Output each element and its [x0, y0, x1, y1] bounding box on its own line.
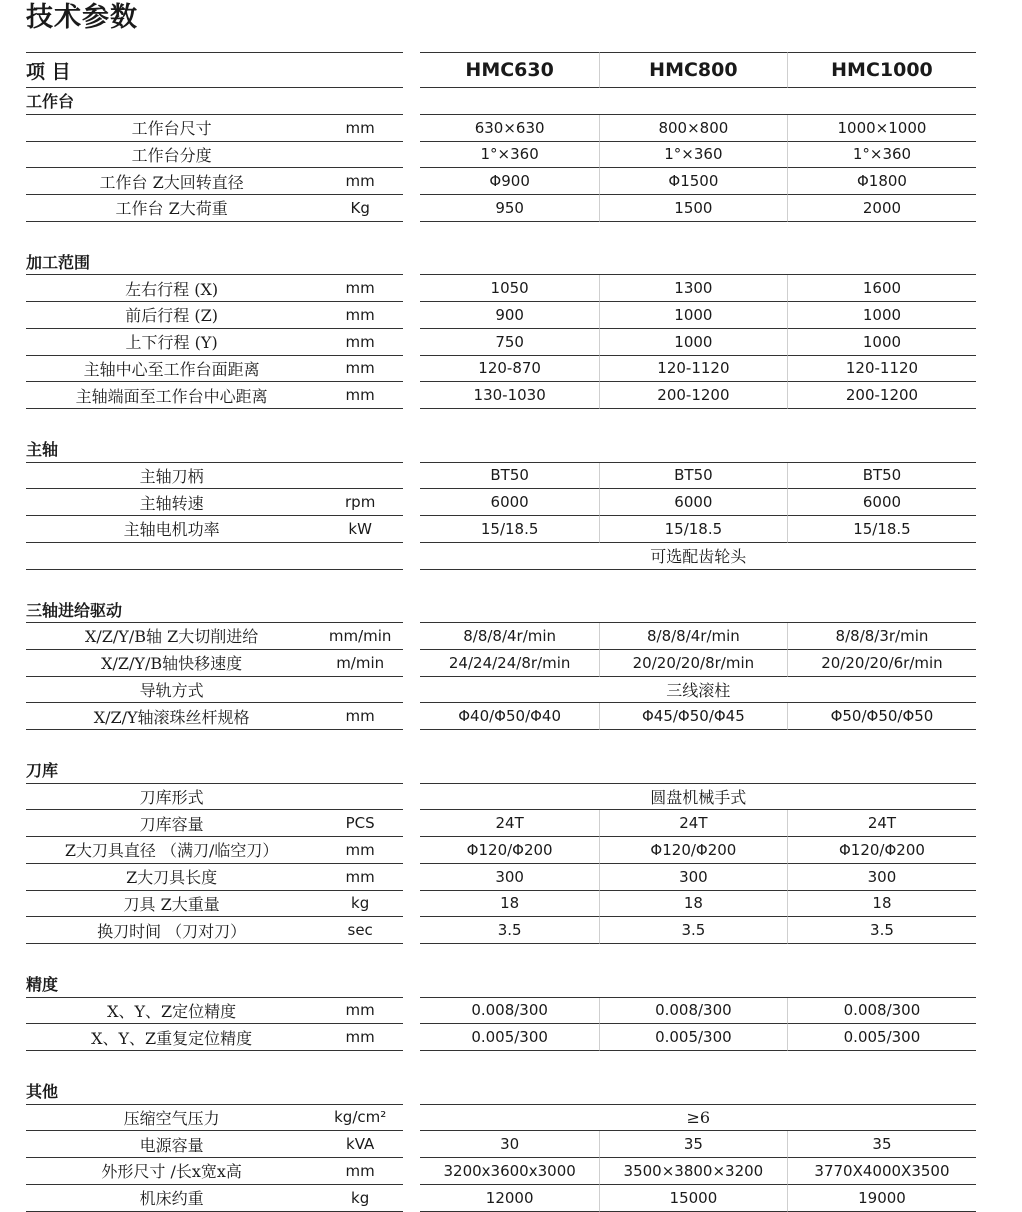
spec-table: [26, 52, 976, 1212]
table-row: [26, 168, 976, 195]
table-row: [26, 1131, 976, 1158]
row-value-hmc800: 120-1120: [599, 356, 787, 383]
row-value-hmc800: 0.005/300: [599, 1024, 787, 1051]
row-value-hmc800: BT50: [599, 463, 787, 490]
section-header-row: [26, 1078, 976, 1105]
table-row: [26, 998, 976, 1025]
row-value-hmc1000: 1000: [787, 302, 976, 329]
section-unit-cell: [317, 757, 403, 784]
table-row: [26, 356, 976, 383]
table-row: [26, 329, 976, 356]
row-label: 换刀时间 （刀对刀）: [26, 917, 317, 944]
section-header-row: [26, 971, 976, 998]
row-value-hmc630: 12000: [420, 1185, 598, 1212]
row-label: 工作台尺寸: [26, 115, 317, 142]
column-gap: [403, 650, 420, 677]
row-unit: mm: [317, 703, 403, 730]
row-unit: [317, 543, 403, 570]
row-value-hmc1000: 8/8/8/3r/min: [787, 623, 976, 650]
section-title: 主轴: [26, 436, 317, 463]
header-item: 项 目: [26, 52, 317, 88]
row-value-hmc1000: 200-1200: [787, 382, 976, 409]
row-label: 工作台 Z大回转直径: [26, 168, 317, 195]
row-unit: kW: [317, 516, 403, 543]
row-value-hmc1000: 35: [787, 1131, 976, 1158]
section-title: 精度: [26, 971, 317, 998]
row-value-hmc800: Φ1500: [599, 168, 787, 195]
row-unit: kg/cm²: [317, 1105, 403, 1132]
table-row: [26, 275, 976, 302]
row-unit: [317, 463, 403, 490]
table-header: [26, 52, 976, 88]
row-unit: Kg: [317, 195, 403, 222]
row-value-hmc800: 15000: [599, 1185, 787, 1212]
row-label: 工作台分度: [26, 142, 317, 169]
row-label: 刀具 Z大重量: [26, 891, 317, 918]
table-row: [26, 650, 976, 677]
row-value-hmc630: 950: [420, 195, 598, 222]
table-row: [26, 489, 976, 516]
table-row: [26, 917, 976, 944]
section-title: 加工范围: [26, 249, 317, 276]
row-unit: kg: [317, 1185, 403, 1212]
column-gap: [403, 1024, 420, 1051]
row-value-hmc630: 3200x3600x3000: [420, 1158, 598, 1185]
row-value-hmc800: 18: [599, 891, 787, 918]
row-value-hmc630: 630×630: [420, 115, 598, 142]
row-unit: mm: [317, 864, 403, 891]
row-value-hmc630: 15/18.5: [420, 516, 598, 543]
row-label: 电源容量: [26, 1131, 317, 1158]
section-spacer: [26, 1051, 976, 1078]
table-row: [26, 891, 976, 918]
row-value-hmc1000: 1000×1000: [787, 115, 976, 142]
row-value-hmc1000: 24T: [787, 810, 976, 837]
row-unit: rpm: [317, 489, 403, 516]
column-gap: [403, 88, 420, 115]
section-header-row: [26, 757, 976, 784]
row-unit: mm: [317, 837, 403, 864]
table-row: [26, 302, 976, 329]
column-gap: [403, 168, 420, 195]
section-header-row: [26, 596, 976, 623]
row-value-hmc800: 0.008/300: [599, 998, 787, 1025]
column-gap: [403, 356, 420, 383]
row-value-hmc1000: 120-1120: [787, 356, 976, 383]
row-value-hmc1000: Φ1800: [787, 168, 976, 195]
row-unit: [317, 677, 403, 704]
row-label: 左右行程 (X): [26, 275, 317, 302]
row-value-hmc630: 300: [420, 864, 598, 891]
row-value-hmc800: 200-1200: [599, 382, 787, 409]
row-value-hmc630: 1°×360: [420, 142, 598, 169]
row-value-hmc1000: Φ120/Φ200: [787, 837, 976, 864]
column-gap: [403, 837, 420, 864]
row-value-hmc630: 30: [420, 1131, 598, 1158]
row-unit: mm: [317, 1158, 403, 1185]
row-value-merged: 圆盘机械手式: [420, 784, 976, 811]
row-value-hmc630: 130-1030: [420, 382, 598, 409]
row-label: 工作台 Z大荷重: [26, 195, 317, 222]
row-label: X、Y、Z定位精度: [26, 998, 317, 1025]
section-header-row: [26, 436, 976, 463]
column-gap: [403, 1158, 420, 1185]
row-label: 压缩空气压力: [26, 1105, 317, 1132]
column-gap: [403, 703, 420, 730]
row-unit: mm: [317, 302, 403, 329]
row-value-hmc630: 24T: [420, 810, 598, 837]
table-row: [26, 463, 976, 490]
section-title: 工作台: [26, 88, 317, 115]
row-value-hmc800: 6000: [599, 489, 787, 516]
row-value-hmc1000: BT50: [787, 463, 976, 490]
row-label: X/Z/Y/B轴快移速度: [26, 650, 317, 677]
row-value-hmc1000: 3770X4000X3500: [787, 1158, 976, 1185]
column-gap: [403, 115, 420, 142]
table-row: [26, 1024, 976, 1051]
section-title: 刀库: [26, 757, 317, 784]
row-label: 刀库形式: [26, 784, 317, 811]
column-gap: [403, 864, 420, 891]
section-title: 其他: [26, 1078, 317, 1105]
row-unit: kVA: [317, 1131, 403, 1158]
column-gap: [403, 971, 420, 998]
section-header-row: [26, 88, 976, 115]
column-gap: [403, 757, 420, 784]
row-label: Z大刀具直径 （满刀/临空刀）: [26, 837, 317, 864]
section-title: 三轴进给驱动: [26, 596, 317, 623]
table-row: [26, 703, 976, 730]
row-value-hmc1000: 1600: [787, 275, 976, 302]
column-gap: [403, 917, 420, 944]
row-unit: mm: [317, 329, 403, 356]
row-value-hmc630: 6000: [420, 489, 598, 516]
column-gap: [403, 1105, 420, 1132]
row-value-hmc630: 8/8/8/4r/min: [420, 623, 598, 650]
row-label: X/Z/Y/B轴 Z大切削进给: [26, 623, 317, 650]
row-value-hmc630: Φ120/Φ200: [420, 837, 598, 864]
table-row: [26, 516, 976, 543]
row-value-hmc800: 3.5: [599, 917, 787, 944]
row-label: Z大刀具长度: [26, 864, 317, 891]
row-label: 主轴刀柄: [26, 463, 317, 490]
column-gap: [403, 463, 420, 490]
row-value-hmc800: 1300: [599, 275, 787, 302]
row-value-hmc800: 24T: [599, 810, 787, 837]
row-value-hmc800: Φ120/Φ200: [599, 837, 787, 864]
row-value-hmc1000: 3.5: [787, 917, 976, 944]
table-row: [26, 784, 976, 811]
row-value-hmc1000: 20/20/20/6r/min: [787, 650, 976, 677]
row-label: 机床约重: [26, 1185, 317, 1212]
row-label: 导轨方式: [26, 677, 317, 704]
section-unit-cell: [317, 249, 403, 276]
row-label: [26, 543, 317, 570]
row-value-hmc1000: 18: [787, 891, 976, 918]
section-value-cell: [420, 757, 976, 784]
row-unit: [317, 784, 403, 811]
row-value-hmc800: 3500×3800×3200: [599, 1158, 787, 1185]
row-value-hmc630: 900: [420, 302, 598, 329]
row-value-hmc800: 300: [599, 864, 787, 891]
table-row: [26, 1185, 976, 1212]
column-gap: [403, 436, 420, 463]
row-value-hmc1000: 19000: [787, 1185, 976, 1212]
row-unit: PCS: [317, 810, 403, 837]
table-row: [26, 142, 976, 169]
section-unit-cell: [317, 1078, 403, 1105]
table-row: [26, 864, 976, 891]
table-row: [26, 115, 976, 142]
section-unit-cell: [317, 971, 403, 998]
section-value-cell: [420, 596, 976, 623]
row-value-hmc630: Φ900: [420, 168, 598, 195]
row-value-hmc800: 15/18.5: [599, 516, 787, 543]
row-unit: [317, 142, 403, 169]
column-gap: [403, 784, 420, 811]
row-value-hmc630: 120-870: [420, 356, 598, 383]
section-value-cell: [420, 436, 976, 463]
column-gap: [403, 52, 420, 88]
table-row: [26, 1158, 976, 1185]
row-unit: mm/min: [317, 623, 403, 650]
row-value-hmc630: 0.005/300: [420, 1024, 598, 1051]
column-gap: [403, 596, 420, 623]
row-value-hmc800: Φ45/Φ50/Φ45: [599, 703, 787, 730]
row-value-hmc1000: 0.008/300: [787, 998, 976, 1025]
column-gap: [403, 382, 420, 409]
column-gap: [403, 302, 420, 329]
section-unit-cell: [317, 596, 403, 623]
column-gap: [403, 543, 420, 570]
row-value-hmc1000: 1°×360: [787, 142, 976, 169]
column-gap: [403, 275, 420, 302]
table-row: [26, 382, 976, 409]
column-gap: [403, 1185, 420, 1212]
row-value-hmc800: 8/8/8/4r/min: [599, 623, 787, 650]
row-unit: kg: [317, 891, 403, 918]
row-value-hmc800: 800×800: [599, 115, 787, 142]
section-spacer: [26, 730, 976, 757]
table-row: [26, 677, 976, 704]
row-label: 上下行程 (Y): [26, 329, 317, 356]
row-unit: mm: [317, 382, 403, 409]
row-unit: mm: [317, 356, 403, 383]
column-gap: [403, 810, 420, 837]
section-unit-cell: [317, 88, 403, 115]
table-row: [26, 1105, 976, 1132]
row-label: 前后行程 (Z): [26, 302, 317, 329]
section-spacer: [26, 944, 976, 971]
row-value-merged: 可选配齿轮头: [420, 543, 976, 570]
row-unit: sec: [317, 917, 403, 944]
section-spacer: [26, 570, 976, 597]
row-unit: mm: [317, 1024, 403, 1051]
row-value-hmc630: 3.5: [420, 917, 598, 944]
row-value-hmc800: 35: [599, 1131, 787, 1158]
table-row: [26, 837, 976, 864]
row-value-hmc630: Φ40/Φ50/Φ40: [420, 703, 598, 730]
row-label: 主轴端面至工作台中心距离: [26, 382, 317, 409]
row-value-hmc1000: 300: [787, 864, 976, 891]
row-value-merged: ≥6: [420, 1105, 976, 1132]
section-unit-cell: [317, 436, 403, 463]
section-header-row: [26, 249, 976, 276]
column-gap: [403, 516, 420, 543]
row-unit: mm: [317, 115, 403, 142]
row-value-hmc630: BT50: [420, 463, 598, 490]
row-value-hmc1000: 15/18.5: [787, 516, 976, 543]
row-label: 主轴电机功率: [26, 516, 317, 543]
table-row: [26, 543, 976, 570]
row-value-hmc1000: Φ50/Φ50/Φ50: [787, 703, 976, 730]
row-value-hmc800: 1500: [599, 195, 787, 222]
row-label: X、Y、Z重复定位精度: [26, 1024, 317, 1051]
row-value-hmc800: 1°×360: [599, 142, 787, 169]
row-value-hmc1000: 0.005/300: [787, 1024, 976, 1051]
column-gap: [403, 998, 420, 1025]
table-row: [26, 623, 976, 650]
row-value-hmc630: 18: [420, 891, 598, 918]
row-label: 外形尺寸 /长x宽x高: [26, 1158, 317, 1185]
section-value-cell: [420, 971, 976, 998]
column-gap: [403, 329, 420, 356]
header-model-3: HMC1000: [787, 52, 976, 88]
row-value-hmc630: 0.008/300: [420, 998, 598, 1025]
row-label: 主轴中心至工作台面距离: [26, 356, 317, 383]
column-gap: [403, 249, 420, 276]
section-spacer: [26, 409, 976, 436]
column-gap: [403, 142, 420, 169]
row-value-hmc800: 1000: [599, 302, 787, 329]
column-gap: [403, 1131, 420, 1158]
row-unit: mm: [317, 275, 403, 302]
table-row: [26, 810, 976, 837]
row-value-hmc630: 750: [420, 329, 598, 356]
section-value-cell: [420, 249, 976, 276]
row-value-hmc630: 24/24/24/8r/min: [420, 650, 598, 677]
row-unit: mm: [317, 168, 403, 195]
row-value-hmc800: 1000: [599, 329, 787, 356]
header-unit: [317, 52, 403, 88]
row-label: X/Z/Y轴滚珠丝杆规格: [26, 703, 317, 730]
column-gap: [403, 623, 420, 650]
row-value-hmc1000: 1000: [787, 329, 976, 356]
row-unit: m/min: [317, 650, 403, 677]
row-value-merged: 三线滚柱: [420, 677, 976, 704]
row-unit: mm: [317, 998, 403, 1025]
column-gap: [403, 1078, 420, 1105]
column-gap: [403, 489, 420, 516]
row-label: 刀库容量: [26, 810, 317, 837]
column-gap: [403, 677, 420, 704]
row-value-hmc630: 1050: [420, 275, 598, 302]
row-value-hmc800: 20/20/20/8r/min: [599, 650, 787, 677]
row-value-hmc1000: 6000: [787, 489, 976, 516]
header-model-2: HMC800: [599, 52, 787, 88]
column-gap: [403, 891, 420, 918]
section-value-cell: [420, 88, 976, 115]
section-spacer: [26, 222, 976, 249]
table-row: [26, 195, 976, 222]
header-model-1: HMC630: [420, 52, 598, 88]
section-value-cell: [420, 1078, 976, 1105]
row-label: 主轴转速: [26, 489, 317, 516]
column-gap: [403, 195, 420, 222]
page-title: 技术参数: [26, 2, 138, 33]
row-value-hmc1000: 2000: [787, 195, 976, 222]
